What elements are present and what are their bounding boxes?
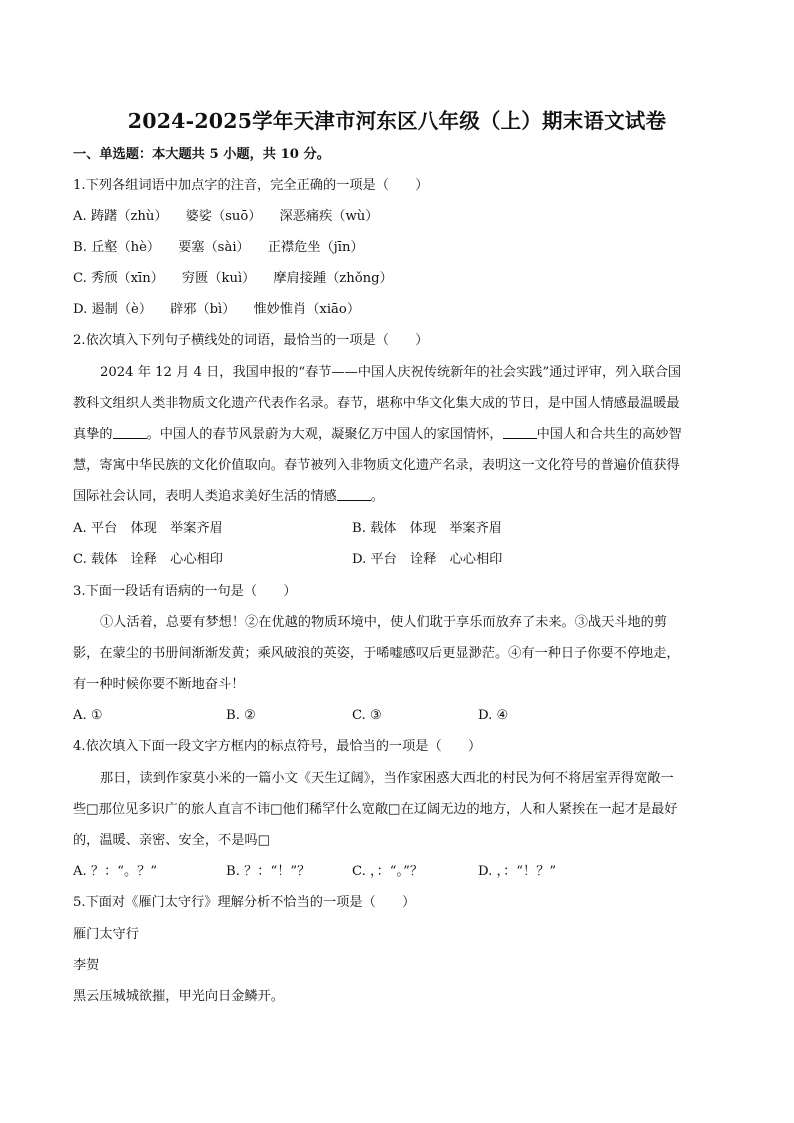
q4-stem: 4.依次填入下面一段文字方框内的标点符号，最恰当的一项是（ ） [73, 739, 482, 754]
q2-stem: 2.依次填入下列句子横线处的词语，最恰当的一项是（ ） [73, 333, 429, 348]
q4-passage-line1: 那日，读到作家莫小米的一篇小文《天生辽阔》，当作家困惑大西北的村民为何不将居室弄得宽敞一 [100, 771, 674, 786]
q2-option-a: A. 平台 体现 举案齐眉 [73, 521, 223, 536]
q4-passage-line3: 的，温暖、亲密、安全，不是吗□ [73, 833, 271, 848]
q4-option-c: C. ，：“。”？ [352, 864, 424, 879]
exam-title: 2024-2025学年天津市河东区八年级（上）期末语文试卷 [127, 109, 667, 133]
q2-option-b: B. 载体 体现 举案齐眉 [352, 521, 502, 536]
q4-option-d: D. ，：“！？” [478, 864, 557, 879]
q2-text-3a: 真挚的 [73, 427, 113, 442]
q4-passage-line2: 些□那位见多识广的旅人直言不讳□他们稀罕什么宽敞□在辽阔无边的地方，人和人紧挨在一起才是最好 [73, 802, 678, 817]
q2-text-5b: 。 [370, 489, 384, 504]
q1-d-word2: 辟邪（bì） [170, 302, 236, 317]
q1-b-word1: B. 丘壑（hè） [73, 240, 161, 255]
q1-b-word3: 正襟危坐（jīn） [267, 240, 364, 255]
q2-text-3b: 。中国人的春节风景蔚为大观，凝聚亿万中国人的家国情怀， [146, 427, 503, 442]
q1-stem: 1.下列各组词语中加点字的注音，完全正确的一项是（ ） [73, 178, 429, 193]
q1-option-c [73, 270, 393, 288]
q1-c-word3: 摩肩接踵（zhǒng） [273, 271, 393, 286]
q3-option-d: D. ④ [478, 708, 509, 723]
q4-option-a: A. ？：“。？” [73, 864, 158, 879]
q2-text-3c: 中国人和合共生的高妙智 [536, 427, 682, 442]
q1-option-a [73, 208, 378, 226]
q2-passage-line4: 慧，寄寓中华民族的文化价值取向。春节被列入非物质文化遗产名录，表明这一文化符号的普遍价值获得 [73, 458, 680, 473]
q2-passage-line5 [73, 488, 384, 506]
q5-poem-line1: 黑云压城城欲摧，甲光向日金鳞开。 [73, 989, 284, 1004]
q5-stem: 5.下面对《雁门太守行》理解分析不恰当的一项是（ ） [73, 895, 416, 910]
q1-option-b [73, 239, 364, 257]
q2-text-5a: 国际社会认同，表明人类追求美好生活的情感 [73, 489, 337, 504]
q3-option-c: C. ③ [352, 708, 382, 723]
q3-stem: 3.下面一段话有语病的一句是（ ） [73, 584, 297, 599]
q1-a-word1: A. 踌躇（zhù） [73, 209, 168, 224]
q3-option-a: A. ① [73, 708, 103, 723]
q1-a-word3: 深恶痛疾（wù） [279, 209, 379, 224]
section-heading: 一、单选题：本大题共 5 小题，共 10 分。 [73, 147, 330, 162]
q3-passage-line3: 有一种时候你要不断地奋斗！ [73, 677, 245, 692]
q2-blank-1 [113, 426, 147, 439]
q2-passage-line1: 2024 年 12 月 4 日，我国申报的“春节——中国人庆祝传统新年的社会实践”通过评审，列入联合国 [100, 365, 682, 380]
q3-passage-line2: 影，在蒙尘的书册间渐渐发黄；乘风破浪的英姿，于唏嘘感叹后更显渺茫。④有一种日子你要不停地走， [73, 646, 680, 661]
q1-c-word2: 穷匮（kuì） [181, 271, 256, 286]
q1-b-word2: 要塞（sài） [178, 240, 250, 255]
q2-option-c: C. 载体 诠释 心心相印 [73, 552, 223, 567]
q4-option-b: B. ？：“！”？ [226, 864, 311, 879]
q2-blank-2 [503, 426, 537, 439]
q5-poem-title: 雁门太守行 [73, 927, 139, 942]
q5-poem-author: 李贺 [73, 958, 100, 973]
q1-d-word1: D. 遏制（è） [73, 302, 153, 317]
q3-passage-line1: ①人活着，总要有梦想！②在优越的物质环境中，使人们耽于享乐而放弃了未来。③战天斗地的剪 [100, 615, 668, 630]
q2-passage-line3 [73, 426, 682, 444]
q2-passage-line2: 教科文组织人类非物质文化遗产代表作名录。春节，堪称中华文化集大成的节日，是中国人情感最温暖最 [73, 396, 680, 411]
q1-c-word1: C. 秀颀（xīn） [73, 271, 164, 286]
q1-d-word3: 惟妙惟肖（xiāo） [253, 302, 361, 317]
q1-option-d [73, 301, 360, 319]
q3-option-b: B. ② [226, 708, 256, 723]
q2-blank-3 [337, 488, 371, 501]
q2-option-d: D. 平台 诠释 心心相印 [352, 552, 503, 567]
q1-a-word2: 婆娑（suō） [185, 209, 262, 224]
